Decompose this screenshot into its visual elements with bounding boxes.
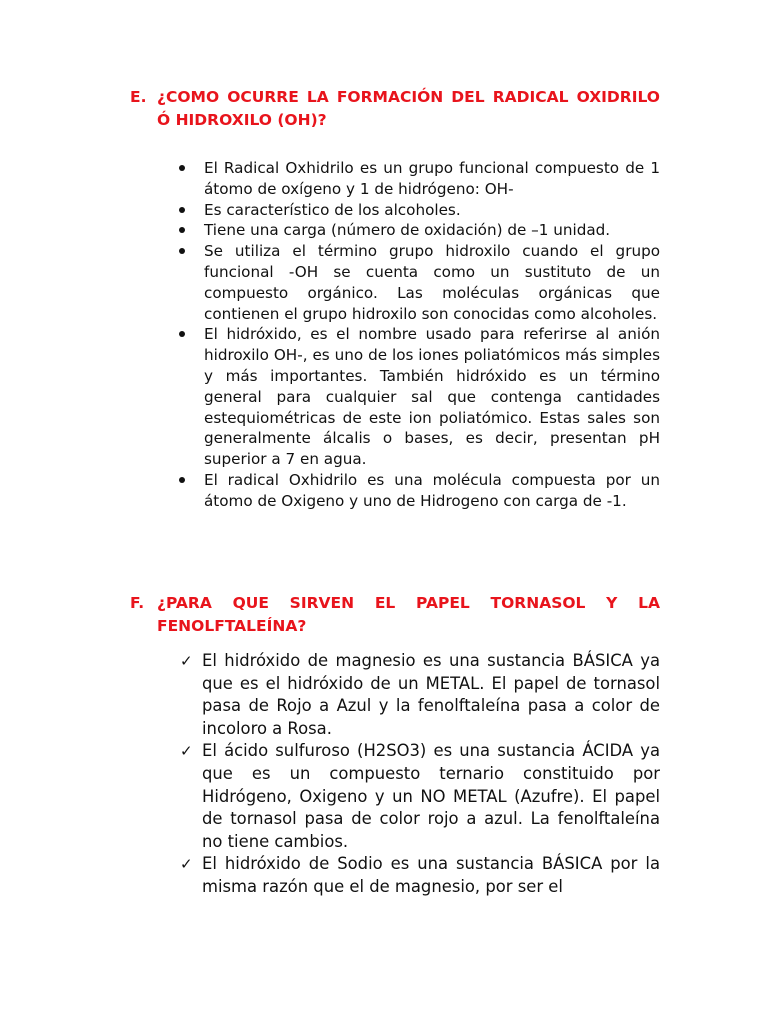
check-text: El hidróxido de Sodio es una sustancia BÁSICA por la misma razón que el de magnesio, por ser el: [202, 854, 660, 896]
list-item: [130, 470, 660, 512]
bullet-dot-icon: [179, 165, 185, 171]
list-item: [130, 158, 660, 200]
section-e-heading: [130, 86, 660, 132]
bullet-dot-icon: [179, 248, 185, 254]
section-e: [130, 86, 660, 512]
section-f-title: ¿PARA QUE SIRVEN EL PAPEL TORNASOL Y LA FENOLFTALEÍNA?: [157, 594, 660, 635]
checkmark-icon: ✓: [180, 742, 193, 761]
bullet-text: El hidróxido, es el nombre usado para referirse al anión hidroxilo OH-, es uno de los iones poliatómicos más simples y más importantes. También hidróxido es un término general para cualquier sal que contenga cantidades estequiométricas de este ion poliatómico. Estas sales son generalmente álcalis o bases, es decir, presentan pH superior a 7 en agua.: [204, 325, 660, 469]
bullet-dot-icon: [179, 207, 185, 213]
section-f-letter: F.: [130, 594, 145, 612]
list-item: [130, 241, 660, 324]
list-item: [130, 220, 660, 241]
list-item: [130, 740, 660, 853]
checkmark-icon: ✓: [180, 652, 193, 670]
list-item: [130, 853, 660, 898]
bullet-text: El radical Oxhidrilo es una molécula compuesta por un átomo de Oxigeno y uno de Hidrogeno con carga de -1.: [204, 470, 660, 510]
section-f-check-list: [130, 650, 660, 899]
bullet-text: Es característico de los alcoholes.: [204, 200, 461, 219]
bullet-dot-icon: [179, 477, 185, 483]
section-e-letter: E.: [130, 88, 147, 106]
section-e-title: ¿COMO OCURRE LA FORMACIÓN DEL RADICAL OXIDRILO Ó HIDROXILO (OH)?: [157, 88, 660, 129]
list-item: [130, 200, 660, 221]
section-f-heading: [130, 592, 660, 638]
list-item: [130, 650, 660, 740]
check-text: El ácido sulfuroso (H2SO3) es una sustancia ÁCIDA ya que es un compuesto ternario constituido por Hidrógeno, Oxigeno y un NO METAL (Azufre). El papel de tornasol pasa de color rojo a azul. La fenolftaleína no tiene cambios.: [202, 741, 660, 851]
list-item: [130, 324, 660, 470]
bullet-dot-icon: [179, 227, 185, 233]
bullet-text: El Radical Oxhidrilo es un grupo funcional compuesto de 1 átomo de oxígeno y 1 de hidrógeno: OH-: [204, 159, 660, 198]
section-f: [130, 592, 660, 899]
bullet-text: Se utiliza el término grupo hidroxilo cuando el grupo funcional -OH se cuenta como un sustituto de un compuesto orgánico. Las moléculas orgánicas que contienen el grupo hidroxilo son conocidas como alcoholes.: [204, 242, 660, 323]
section-e-bullet-list: [130, 158, 660, 512]
checkmark-icon: ✓: [180, 855, 193, 874]
bullet-text: Tiene una carga (número de oxidación) de –1 unidad.: [204, 221, 611, 240]
check-text: El hidróxido de magnesio es una sustancia BÁSICA ya que es el hidróxido de un METAL. El papel de tornasol pasa de Rojo a Azul y la fenolftaleína pasa a color de incoloro a Rosa.: [202, 651, 660, 738]
bullet-dot-icon: [179, 331, 185, 337]
